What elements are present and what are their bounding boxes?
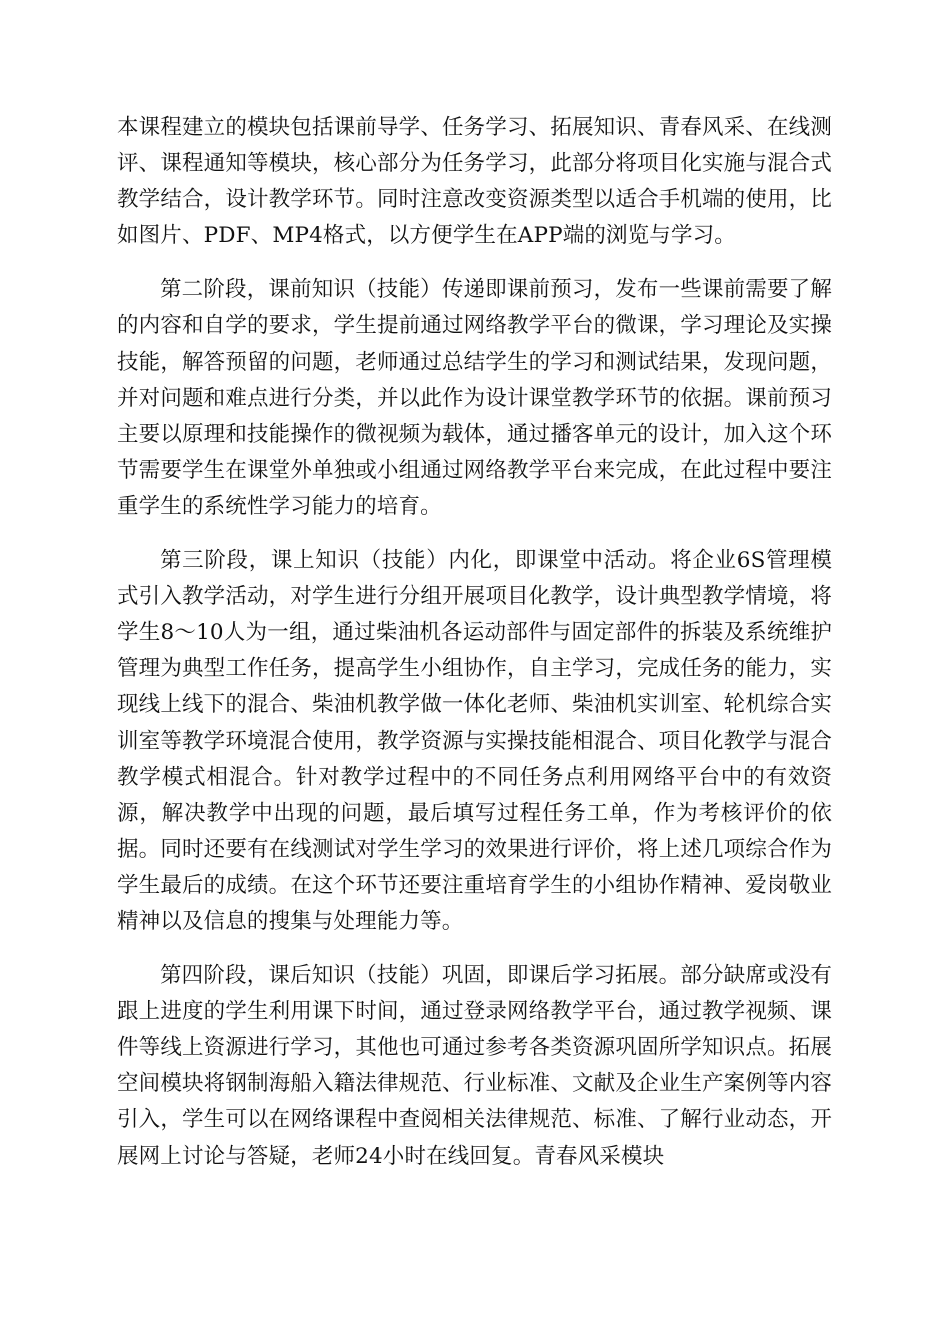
paragraph-course-modules: 本课程建立的模块包括课前导学、任务学习、拓展知识、青春风采、在线测评、课程通知等模块，核心部分为任务学习，此部分将项目化实施与混合式教学结合，设计教学环节。同时注意改变资源类型以适合手机端的使用，比如图片、PDF、MP4格式，以方便学生在APP端的浏览与学习。 (117, 115, 832, 249)
paragraph-stage-two: 第二阶段，课前知识（技能）传递即课前预习，发布一些课前需要了解的内容和自学的要求，学生提前通过网络教学平台的微课，学习理论及实操技能，解答预留的问题，老师通过总结学生的学习和测试结果，发现问题，并对问题和难点进行分类，并以此作为设计课堂教学环节的依据。课前预习主要以原理和技能操作的微视频为载体，通过播客单元的设计，加入这个环节需要学生在课堂外单独或小组通过网络教学平台来完成，在此过程中要注重学生的系统性学习能力的培育。 (117, 277, 832, 519)
paragraph-stage-three: 第三阶段，课上知识（技能）内化，即课堂中活动。将企业6S管理模式引入教学活动，对学生进行分组开展项目化教学，设计典型教学情境，将学生8～10人为一组，通过柴油机各运动部件与固定部件的拆装及系统维护管理为典型工作任务，提高学生小组协作，自主学习，完成任务的能力，实现线上线下的混合、柴油机教学做一体化老师、柴油机实训室、轮机综合实训室等教学环境混合使用，教学资源与实操技能相混合、项目化教学与混合教学模式相混合。针对教学过程中的不同任务点利用网络平台中的有效资源，解决教学中出现的问题，最后填写过程任务工单，作为考核评价的依据。同时还要有在线测试对学生学习的效果进行评价，将上述几项综合作为学生最后的成绩。在这个环节还要注重培育学生的小组协作精神、爱岗敬业精神以及信息的搜集与处理能力等。 (117, 548, 832, 934)
paragraph-stage-four: 第四阶段，课后知识（技能）巩固，即课后学习拓展。部分缺席或没有跟上进度的学生利用课下时间，通过登录网络教学平台，通过教学视频、课件等线上资源进行学习，其他也可通过参考各类资源巩固所学知识点。拓展空间模块将钢制海船入籍法律规范、行业标准、文献及企业生产案例等内容引入，学生可以在网络课程中查阅相关法律规范、标准、了解行业动态，开展网上讨论与答疑，老师24小时在线回复。青春风采模块 (117, 963, 832, 1169)
document-page (117, 110, 832, 1175)
